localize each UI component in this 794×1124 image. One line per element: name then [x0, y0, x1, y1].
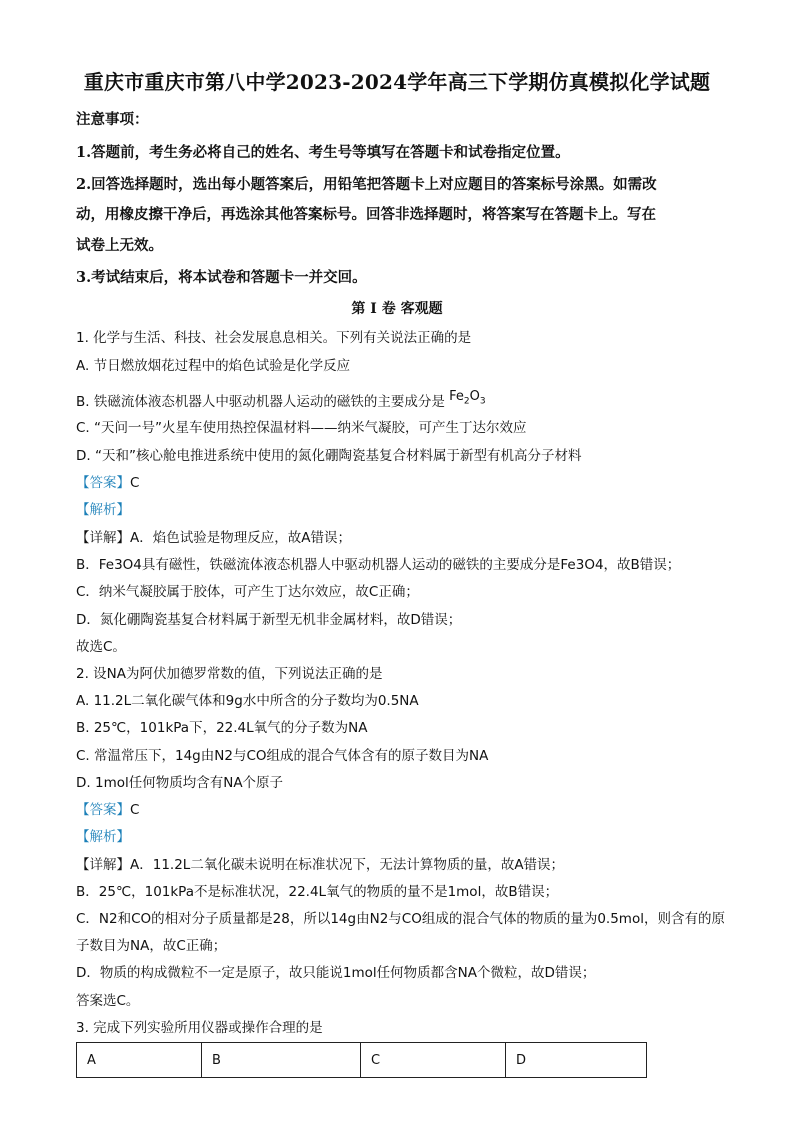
- notice-item-3: 3.考试结束后，将本试卷和答题卡一并交回。: [76, 269, 367, 286]
- q2-answer: [76, 798, 734, 818]
- q2-answer-value: C: [130, 802, 140, 818]
- q1-detail-c: C．纳米气凝胶属于胶体，可产生丁达尔效应，故C正确；: [76, 584, 419, 600]
- q1-stem: 1. 化学与生活、科技、社会发展息息相关。下列有关说法正确的是: [76, 330, 472, 346]
- notice-item-2-line-1: 2.回答选择题时，选出每小题答案后，用铅笔把答题卡上对应题目的答案标号涂黑。如需改: [76, 176, 657, 193]
- q1-detail-b: B．Fe3O4具有磁性，铁磁流体液态机器人中驱动机器人运动的磁铁的主要成分是Fe3O4，故B错误；: [76, 557, 681, 573]
- page-title: 重庆市重庆市第八中学2023-2024学年高三下学期仿真模拟化学试题: [83, 70, 711, 94]
- q2-detail-a: [76, 853, 734, 873]
- q1-detail-tag: 【详解】: [76, 530, 130, 546]
- q1-detail-a: [76, 526, 734, 546]
- q2-detail-c-line-2: 子数目为NA，故C正确；: [76, 938, 227, 954]
- q2-detail-tag: 【详解】: [76, 857, 130, 873]
- q1-answer-value: C: [130, 475, 140, 491]
- q1-option-d: D. “天和”核心舱电推进系统中使用的氮化硼陶瓷基复合材料属于新型有机高分子材料: [76, 448, 582, 464]
- q1-option-b-text: B. 铁磁流体液态机器人中驱动机器人运动的磁铁的主要成分是: [76, 394, 445, 410]
- formula-sub-3: 3: [479, 396, 486, 407]
- formula-fe: Fe: [449, 389, 464, 404]
- q2-conclusion: 答案选C。: [76, 993, 140, 1009]
- formula-sub-2: 2: [463, 396, 470, 407]
- q2-option-d: D. 1mol任何物质均含有NA个原子: [76, 775, 284, 791]
- q2-option-c: C. 常温常压下，14g由N2与CO组成的混合气体含有的原子数目为NA: [76, 748, 489, 764]
- q1-option-c: C. “天问一号”火星车使用热控保温材料——纳米气凝胶，可产生丁达尔效应: [76, 420, 527, 436]
- section-title: 第 I 卷 客观题: [351, 301, 443, 317]
- q1-option-b: [76, 390, 734, 413]
- q2-detail-c-line-1: C．N2和CO的相对分子质量都是28，所以14g由N2与CO组成的混合气体的物质的量为0.5mol，则含有的原: [76, 911, 725, 927]
- q1-analysis-tag: 【解析】: [76, 502, 130, 518]
- q1-answer-tag: 【答案】: [76, 475, 130, 491]
- q2-detail-a-text: A．11.2L二氧化碳未说明在标准状况下，无法计算物质的量，故A错误；: [130, 857, 565, 873]
- formula-o: O: [469, 389, 480, 404]
- q3-option-b-cell: B: [202, 1043, 361, 1078]
- table-row: [77, 1043, 647, 1078]
- q2-option-b: B. 25℃，101kPa下，22.4L氧气的分子数为NA: [76, 720, 368, 736]
- q2-stem: 2. 设NA为阿伏加德罗常数的值，下列说法正确的是: [76, 666, 383, 682]
- q3-option-a-cell: A: [77, 1043, 202, 1078]
- q2-answer-tag: 【答案】: [76, 802, 130, 818]
- q3-options-table: [76, 1042, 647, 1078]
- q1-option-a: A. 节日燃放烟花过程中的焰色试验是化学反应: [76, 358, 351, 374]
- q1-option-b-formula: [449, 389, 486, 407]
- q3-option-c-cell: C: [361, 1043, 506, 1078]
- q2-analysis-tag: 【解析】: [76, 829, 130, 845]
- q1-conclusion: 故选C。: [76, 639, 126, 655]
- q2-option-a: A. 11.2L二氧化碳气体和9g水中所含的分子数均为0.5NA: [76, 693, 419, 709]
- q1-detail-d: D．氮化硼陶瓷基复合材料属于新型无机非金属材料，故D错误；: [76, 612, 462, 628]
- q2-detail-b: B．25℃，101kPa不是标准状况，22.4L氧气的物质的量不是1mol，故B错误；: [76, 884, 559, 900]
- q2-detail-d: D．物质的构成微粒不一定是原子，故只能说1mol任何物质都含NA个微粒，故D错误；: [76, 965, 596, 981]
- notice-heading: 注意事项：: [76, 111, 149, 128]
- notice-item-2-line-3: 试卷上无效。: [76, 237, 163, 254]
- q3-option-d-cell: D: [506, 1043, 647, 1078]
- notice-item-2-line-2: 动，用橡皮擦干净后，再选涂其他答案标号。回答非选择题时，将答案写在答题卡上。写在: [76, 206, 656, 223]
- q1-detail-a-text: A．焰色试验是物理反应，故A错误；: [130, 530, 351, 546]
- notice-item-1: 1.答题前，考生务必将自己的姓名、考生号等填写在答题卡和试卷指定位置。: [76, 144, 570, 161]
- q1-answer: [76, 471, 734, 491]
- q3-stem: 3. 完成下列实验所用仪器或操作合理的是: [76, 1020, 323, 1036]
